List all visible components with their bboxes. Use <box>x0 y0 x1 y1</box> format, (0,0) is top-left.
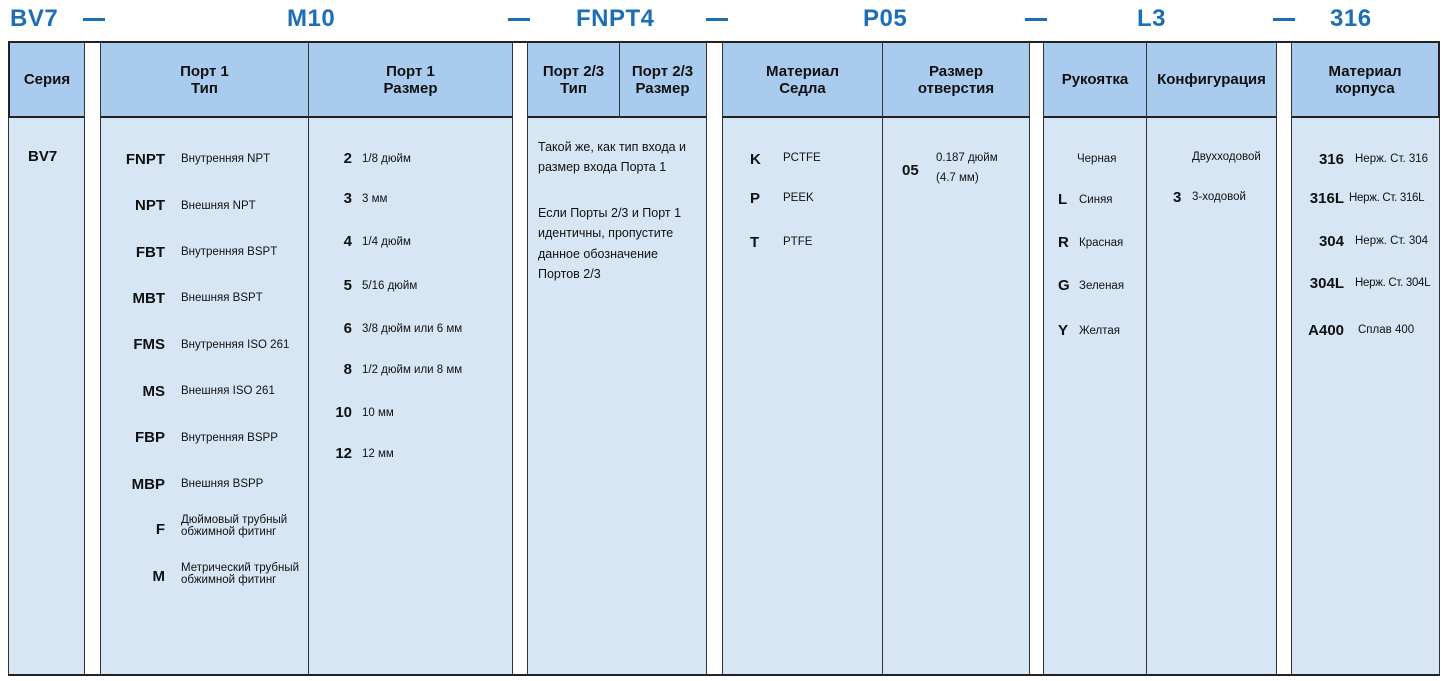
header-line: Тип <box>191 79 218 97</box>
port1-size-code: 3 <box>343 190 352 207</box>
body-code: 304L <box>1309 275 1344 292</box>
port1-size-code: 8 <box>343 361 352 378</box>
port1-type-desc: Внешняя BSPT <box>181 292 263 304</box>
code-port23: FNPT4 <box>576 5 655 32</box>
port1-type-desc: обжимной фитинг <box>181 574 277 586</box>
header-line: корпуса <box>1335 79 1395 97</box>
header-line: Порт 1 <box>180 62 229 80</box>
header-line: Размер <box>635 79 690 97</box>
header-handle-label: Рукоятка <box>1061 71 1129 88</box>
port1-type-desc: Внутренняя BSPP <box>181 432 278 444</box>
port1-type-code: MBT <box>132 290 165 307</box>
body-desc: Нерж. Ст. 304L <box>1355 277 1431 289</box>
port1-type-desc: Внутренняя BSPT <box>181 246 278 258</box>
header-config <box>1147 41 1277 118</box>
header-divider <box>619 41 620 118</box>
header-series <box>8 41 85 118</box>
config-code: 3 <box>1173 189 1182 206</box>
group-port23 <box>527 41 707 676</box>
header-seat-material <box>722 41 882 118</box>
port1-type-code: MBP <box>131 476 165 493</box>
code-body: 316 <box>1330 5 1372 32</box>
port1-type-code: FBT <box>135 244 165 261</box>
port1-type-desc: Внешняя ISO 261 <box>181 385 275 397</box>
port1-size-code: 10 <box>335 404 352 421</box>
body-code: 316L <box>1309 190 1344 207</box>
header-config-label: Конфигурация <box>1157 71 1266 88</box>
column-divider <box>1146 41 1147 676</box>
port1-type-desc: Внешняя BSPP <box>181 478 264 490</box>
port1-type-code: M <box>152 568 165 585</box>
handle-code: Y <box>1058 322 1069 339</box>
orifice-desc: 0.187 дюйм <box>936 152 998 164</box>
header-port23-size <box>619 41 707 118</box>
header-orifice <box>883 41 1030 118</box>
group-series <box>8 41 85 676</box>
code-handle-config: L3 <box>1137 5 1167 32</box>
port1-type-desc: Внешняя NPT <box>181 200 256 212</box>
port1-type-desc: Метрический трубный <box>181 562 300 574</box>
port1-size-code: 12 <box>335 445 352 462</box>
header-port1-type <box>100 41 308 118</box>
code-seat-orifice: P05 <box>863 5 908 32</box>
body-code: 316 <box>1318 151 1344 168</box>
body-desc: Нерж. Ст. 316 <box>1355 153 1429 165</box>
handle-desc: Зеленая <box>1079 280 1125 292</box>
header-line: отверстия <box>917 79 995 97</box>
code-separator <box>706 18 728 21</box>
seat-desc: PTFE <box>783 236 813 248</box>
port1-type-desc: обжимной фитинг <box>181 526 277 538</box>
seat-code: T <box>750 234 760 251</box>
code-series: BV7 <box>10 5 59 32</box>
header-line: Тип <box>560 79 587 97</box>
header-handle <box>1043 41 1146 118</box>
port1-type-code: FMS <box>133 336 165 353</box>
seat-code: K <box>750 151 761 168</box>
code-separator <box>1025 18 1047 21</box>
group-seat-orifice <box>722 41 1030 676</box>
seat-desc: PCTFE <box>783 152 821 164</box>
port1-type-code: MS <box>142 383 165 400</box>
series-value: BV7 <box>28 148 58 165</box>
header-line: Размер <box>383 79 438 97</box>
header-line: Материал <box>1328 62 1402 80</box>
handle-code: R <box>1058 234 1069 251</box>
port23-note-line: размер входа Порта 1 <box>538 160 667 174</box>
body-code: A400 <box>1308 322 1344 339</box>
port1-size-desc: 5/16 дюйм <box>362 280 418 292</box>
seat-code: P <box>750 190 761 207</box>
port23-note-line: Портов 2/3 <box>538 267 601 281</box>
port1-type-code: FBP <box>135 429 165 446</box>
column-divider <box>882 41 883 676</box>
port23-note-line: данное обозначение <box>538 247 658 261</box>
column-divider <box>308 41 309 676</box>
handle-code: G <box>1058 277 1070 294</box>
header-line: Порт 2/3 <box>631 62 694 80</box>
group-body <box>1291 41 1440 676</box>
handle-code: L <box>1058 191 1068 208</box>
header-divider <box>882 41 883 118</box>
handle-desc: Красная <box>1079 237 1124 249</box>
header-line: Материал <box>766 62 839 80</box>
header-body-material <box>1291 41 1440 118</box>
handle-desc: Желтая <box>1079 325 1120 337</box>
body-desc: Нерж. Ст. 304 <box>1355 235 1429 247</box>
header-line: Размер <box>928 62 983 80</box>
port1-type-desc: Внутренняя NPT <box>181 153 271 165</box>
code-separator <box>508 18 530 21</box>
body-desc: Сплав 400 <box>1358 324 1415 336</box>
port1-size-desc: 10 мм <box>362 407 394 419</box>
port1-size-desc: 1/2 дюйм или 8 мм <box>362 364 463 376</box>
header-series-label: Серия <box>23 71 71 88</box>
port23-note-line: идентичны, пропустите <box>538 226 674 240</box>
port1-type-code: FNPT <box>125 151 165 168</box>
port1-size-code: 6 <box>343 320 352 337</box>
port1-size-code: 5 <box>343 277 352 294</box>
port1-size-desc: 1/4 дюйм <box>362 236 411 248</box>
header-divider <box>1146 41 1147 118</box>
header-port23-type <box>527 41 619 118</box>
header-divider <box>308 41 309 118</box>
orifice-desc: (4.7 мм) <box>936 172 979 184</box>
code-separator <box>1273 18 1295 21</box>
header-line: Порт 1 <box>386 62 435 80</box>
port1-type-desc: Дюймовый трубный <box>181 514 288 526</box>
group-handle-config <box>1043 41 1277 676</box>
port23-note-line: Такой же, как тип входа и <box>538 140 687 154</box>
port23-note-line: Если Порты 2/3 и Порт 1 <box>538 206 682 220</box>
port1-size-code: 2 <box>343 150 352 167</box>
header-port1-size <box>309 41 513 118</box>
code-port1: M10 <box>287 5 336 32</box>
port1-size-desc: 12 мм <box>362 448 394 460</box>
port1-size-desc: 3/8 дюйм или 6 мм <box>362 323 463 335</box>
port1-size-code: 4 <box>343 233 352 250</box>
body-desc: Нерж. Ст. 316L <box>1349 192 1425 204</box>
handle-desc: Черная <box>1077 153 1117 165</box>
config-desc: Двухходовой <box>1192 151 1261 163</box>
header-line: Седла <box>779 79 826 97</box>
port1-type-desc: Внутренняя ISO 261 <box>181 339 290 351</box>
handle-desc: Синяя <box>1079 194 1113 206</box>
port1-size-desc: 3 мм <box>362 193 388 205</box>
code-separator <box>83 18 105 21</box>
port1-type-code: F <box>155 521 165 538</box>
config-desc: 3-ходовой <box>1192 191 1246 203</box>
seat-desc: PEEK <box>783 192 814 204</box>
header-line: Порт 2/3 <box>542 62 605 80</box>
body-code: 304 <box>1318 233 1344 250</box>
orifice-code: 05 <box>902 162 919 179</box>
port1-type-code: NPT <box>135 197 165 214</box>
port1-size-desc: 1/8 дюйм <box>362 153 411 165</box>
